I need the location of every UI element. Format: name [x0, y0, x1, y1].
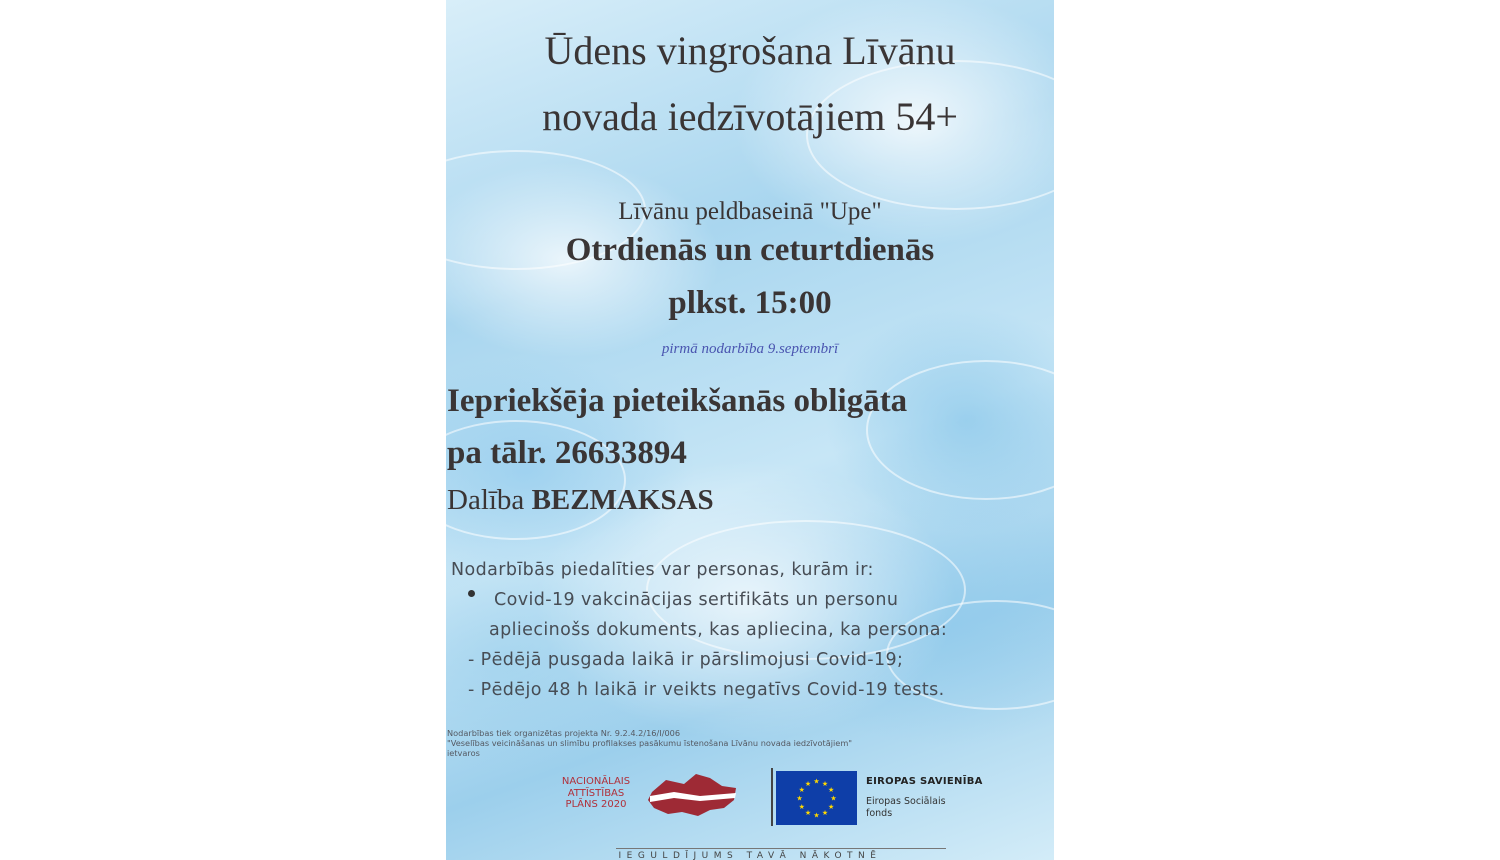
schedule-time: plkst. 15:00	[668, 285, 832, 321]
condition-recovered: - Pēdējā pusgada laikā ir pārslimojusi Covid-19;	[468, 650, 904, 670]
svg-text:★: ★	[813, 811, 820, 820]
svg-text:★: ★	[828, 786, 835, 794]
eu-fund-line1: Eiropas Sociālais	[866, 796, 946, 807]
eu-name: EIROPAS SAVIENĪBA	[866, 776, 983, 787]
venue-text: Līvānu peldbaseinā "Upe"	[618, 198, 882, 225]
participation-prefix: Dalība	[447, 484, 525, 516]
nap-line2: ATTĪSTĪBAS	[567, 787, 625, 799]
poster-title-line1: Ūdens vingrošana Līvānu	[544, 28, 956, 73]
poster	[446, 0, 1054, 860]
schedule-days: Otrdienās un ceturtdienās	[565, 232, 935, 268]
bullet-icon	[468, 590, 475, 597]
water-ripple	[866, 360, 1054, 500]
svg-text:★: ★	[821, 809, 829, 818]
condition-negative-test: - Pēdējo 48 h laikā ir veikts negatīvs Covid-19 tests.	[468, 680, 945, 700]
svg-text:★: ★	[796, 794, 803, 803]
slogan-divider	[616, 848, 946, 849]
project-note-line1: Nodarbības tiek organizētas projekta Nr. 9.2.4.2/16/I/006	[447, 728, 681, 738]
participation-free	[447, 484, 714, 517]
svg-text:★: ★	[798, 803, 805, 811]
slogan: IEGULDĪJUMS TAVĀ NĀKOTNĒ	[618, 851, 882, 860]
svg-text:★: ★	[830, 794, 837, 803]
svg-text:★: ★	[804, 809, 812, 818]
conditions-bullet-line2: apliecinošs dokuments, kas apliecina, ka persona:	[489, 620, 948, 640]
first-session-note: pirmā nodarbība 9.septembrī	[661, 341, 839, 357]
project-note-line3: ietvaros	[447, 748, 480, 758]
poster-title-line2: novada iedzīvotājiem 54+	[542, 94, 958, 139]
latvia-map-icon	[644, 770, 740, 820]
svg-text:★: ★	[813, 777, 820, 786]
project-note-line2: "Veselības veicināšanas un slimību profilakses pasākumu īstenošana Līvānu novada iedzīvotājiem"	[447, 738, 853, 748]
signup-phone: pa tālr. 26633894	[447, 435, 687, 471]
participation-value: BEZMAKSAS	[531, 484, 714, 516]
eu-fund-line2: fonds	[866, 808, 893, 819]
svg-text:★: ★	[828, 803, 835, 811]
nap-logo-text	[546, 776, 646, 811]
logo-divider	[771, 768, 773, 826]
conditions-intro: Nodarbībās piedalīties var personas, kurām ir:	[451, 560, 874, 580]
signup-required: Iepriekšēja pieteikšanās obligāta	[447, 383, 908, 419]
eu-flag-icon	[776, 771, 857, 825]
conditions-bullet-line1: Covid-19 vakcinācijas sertifikāts un personu	[494, 590, 899, 610]
project-note	[447, 728, 1047, 758]
svg-text:★: ★	[821, 779, 829, 788]
eu-fund	[866, 796, 976, 820]
svg-text:★: ★	[804, 779, 812, 788]
funding-logos	[446, 766, 1054, 828]
nap-line3: PLĀNS 2020	[565, 799, 627, 810]
nap-line1: NACIONĀLAIS	[561, 776, 631, 787]
svg-text:★: ★	[798, 786, 805, 794]
